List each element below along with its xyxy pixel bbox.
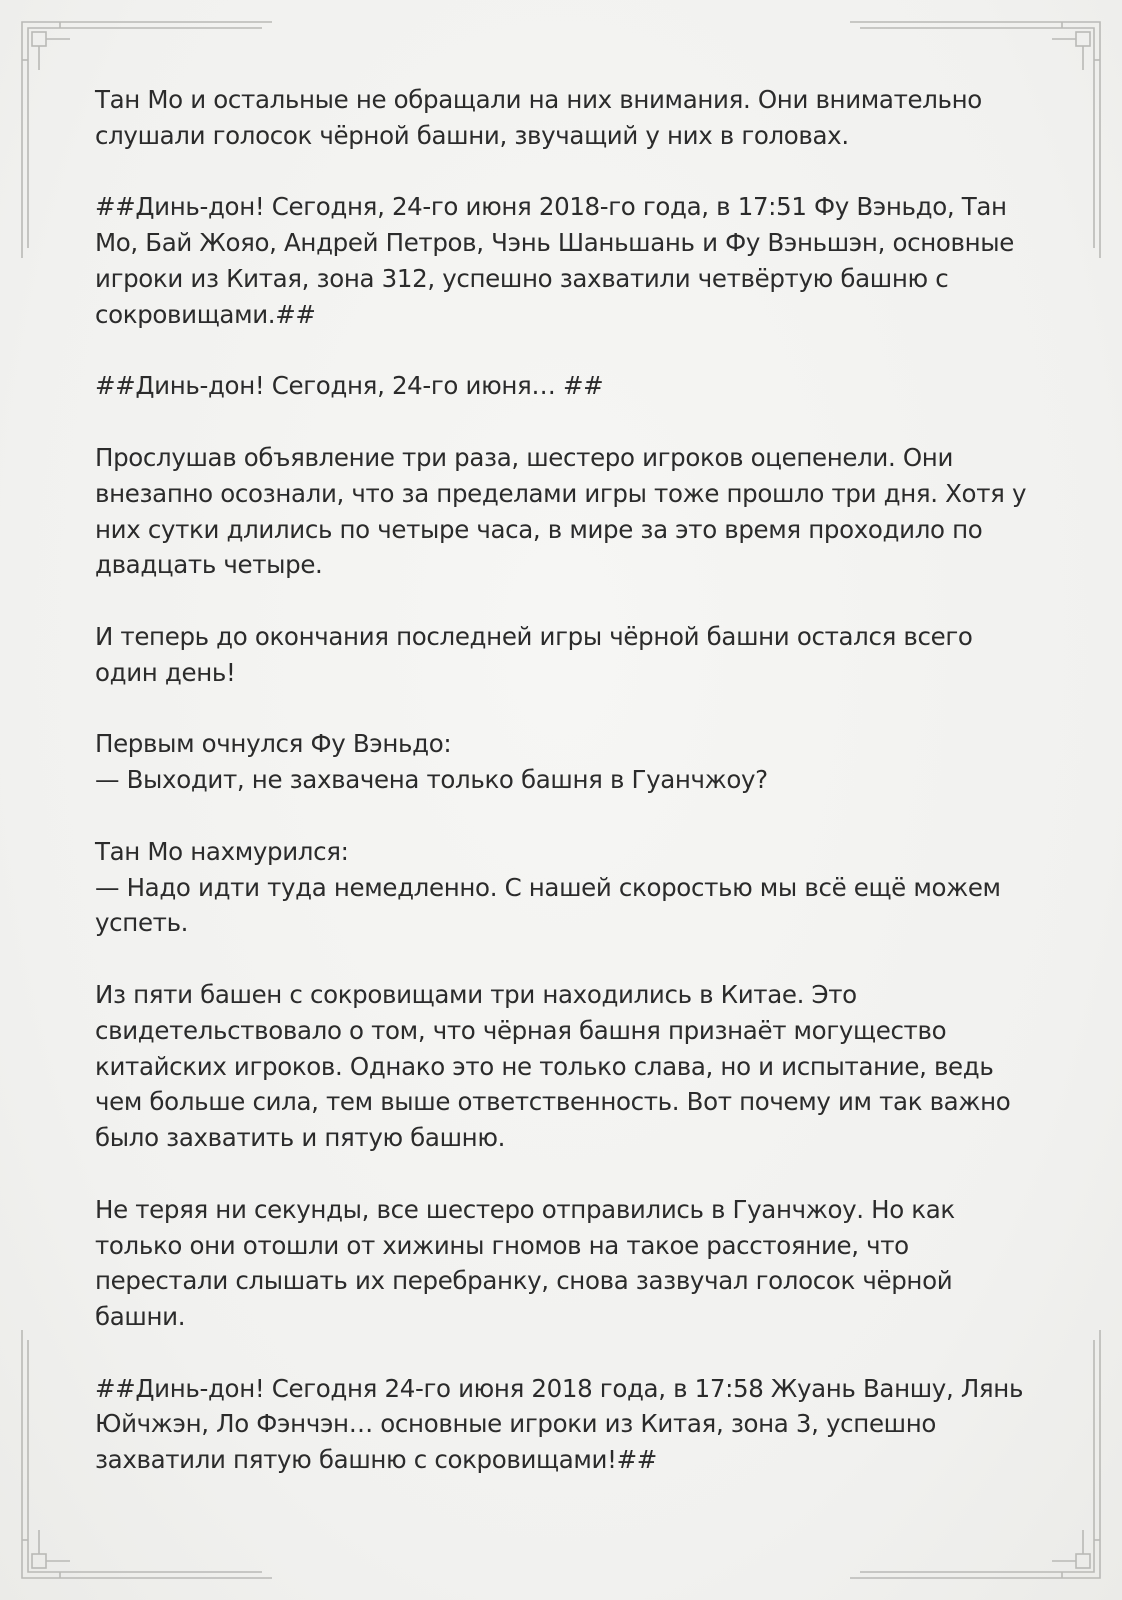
announcement-paragraph: ##Динь-дон! Сегодня, 24-го июня… ## <box>95 371 604 401</box>
paragraph: Не теряя ни секунды, все шестеро отправились в Гуанчжоу. Но как только они отошли от хижины гномов на такое расстояние, что перестали слышать их перебранку, снова зазвучал голосок чёрной башни. <box>95 1194 955 1332</box>
dialog-block <box>95 834 1035 941</box>
announcement-paragraph: ##Динь-дон! Сегодня, 24-го июня 2018-го года, в 17:51 Фу Вэньдо, Тан Мо, Бай Жояо, Андрей Петров, Чэнь Шаньшань и Фу Вэньшэн, основные игроки из Китая, зона 312, успешно захватили четвёртую башню с сокровищами.## <box>95 192 1014 329</box>
dialog-speech: — Надо идти туда немедленно. С нашей скоростью мы всё ещё можем успеть. <box>95 872 1001 938</box>
announcement-paragraph: ##Динь-дон! Сегодня 24-го июня 2018 года, в 17:58 Жуань Ваншу, Лянь Юйчжэн, Ло Фэнчэн… основные игроки из Китая, зона 3, успешно захватили пятую башню с сокровищами!## <box>95 1373 1024 1475</box>
document-body <box>95 82 1035 1514</box>
paragraph: Прослушав объявление три раза, шестеро игроков оцепенели. Они внезапно осознали, что за пределами игры тоже прошло три дня. Хотя у них сутки длились по четыре часа, в мире за это время проходило по двадцать четыре. <box>95 442 1027 580</box>
paragraph: И теперь до окончания последней игры чёрной башни остался всего один день! <box>95 621 973 687</box>
dialog-speaker: Тан Мо нахмурился: <box>95 836 349 866</box>
paragraph: Из пяти башен с сокровищами три находились в Китае. Это свидетельствовало о том, что чёрная башня признаёт могущество китайских игроков. Однако это не только слава, но и испытание, ведь чем больше сила, тем выше ответственность. Вот почему им так важно было захватить и пятую башню. <box>95 979 1011 1153</box>
dialog-speaker: Первым очнулся Фу Вэньдо: <box>95 729 452 759</box>
dialog-block <box>95 726 1035 798</box>
dialog-speech: — Выходит, не захвачена только башня в Гуанчжоу? <box>95 765 768 795</box>
paragraph: Тан Мо и остальные не обращали на них внимания. Они внимательно слушали голосок чёрной башни, звучащий у них в головах. <box>95 85 982 150</box>
